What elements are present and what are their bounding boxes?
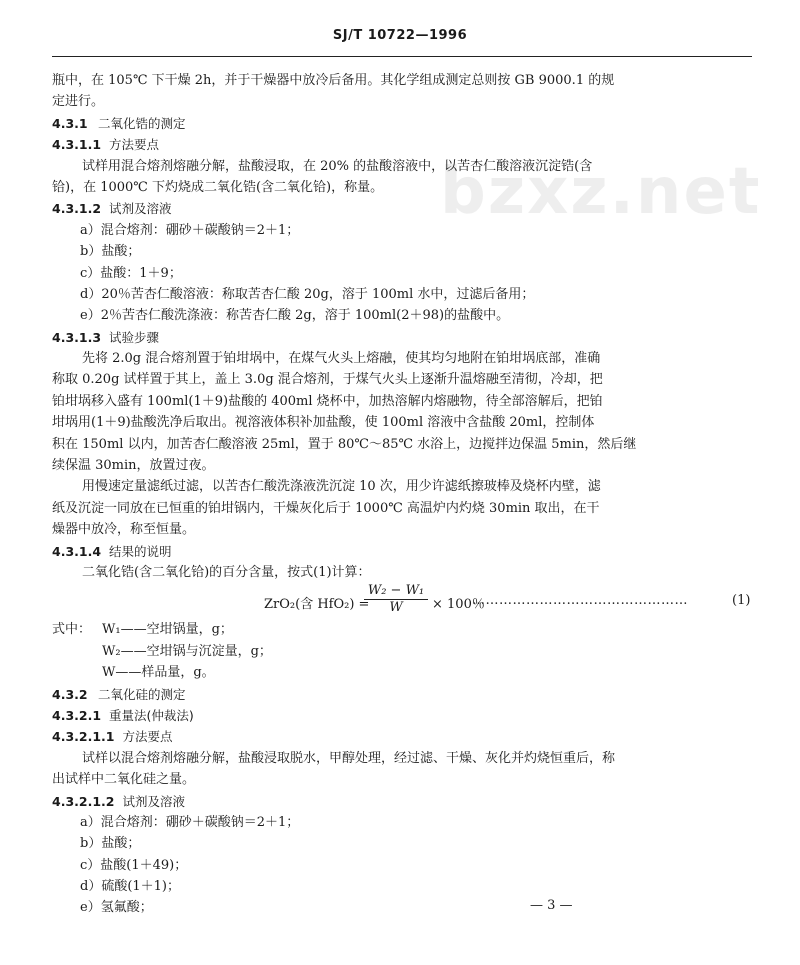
list-item: a）混合熔剂：硼砂＋碳酸钠＝2＋1； (80, 814, 300, 830)
paragraph-line: 二氧化锆(含二氧化铪)的百分含量，按式(1)计算： (82, 564, 371, 580)
paragraph-line: 续保温 30min，放置过夜。 (52, 458, 215, 474)
section-title: 重量法(仲裁法) (109, 707, 194, 723)
formula-rhs: × 100％ (432, 597, 485, 613)
section-title: 二氧化硅的测定 (98, 686, 186, 702)
list-item: d）硫酸(1＋1)； (80, 879, 181, 895)
header-rule (52, 56, 752, 57)
equation-number: (1) (732, 593, 751, 609)
paragraph-line: 铂坩埚移入盛有 100ml(1＋9)盐酸的 400ml 烧杯中，加热溶解内熔融物，待全部溶解后，把铂 (52, 393, 603, 409)
section-number: 4.3.1.4 (52, 543, 102, 559)
list-item: e）氢氟酸； (80, 900, 153, 916)
paragraph-line: 瓶中，在 105℃ 下干燥 2h，并于干燥器中放冷后备用。其化学组成测定总则按 GB 9000.1 的规 (52, 73, 615, 88)
section-title: 试剂及溶液 (122, 793, 185, 809)
variable-definition: W₁——空坩锅量，g； (102, 622, 233, 638)
section-title: 试剂及溶液 (109, 201, 172, 217)
section-heading-4-3-1-2 (52, 198, 752, 219)
paragraph-line: 积在 150ml 以内，加苦杏仁酸溶液 25ml，置于 80℃～85℃ 水浴上，边搅拌边保温 5min，然后继 (52, 436, 637, 452)
section-title: 结果的说明 (109, 543, 172, 559)
formula-numerator: W₂ − W₁ (364, 583, 428, 600)
page-number: — 3 — (530, 898, 573, 913)
where-clause (52, 619, 752, 640)
variable-definition: W₂——空坩锅与沉淀量，g； (102, 643, 272, 659)
page-header-standard-code: SJ/T 10722—1996 (332, 28, 468, 43)
paragraph-line: 燥器中放冷，称至恒量。 (52, 522, 196, 538)
paragraph-line: 定进行。 (52, 94, 105, 110)
section-number: 4.3.1 (52, 115, 88, 131)
section-number: 4.3.1.1 (52, 137, 102, 153)
formula-denominator: W (389, 600, 403, 616)
section-heading-4-3-2-1 (52, 705, 752, 726)
section-number: 4.3.2.1.2 (52, 793, 115, 809)
section-number: 4.3.1.3 (52, 329, 102, 345)
section-heading-4-3-2-1-1 (52, 726, 752, 747)
list-item: b）盐酸； (80, 836, 141, 852)
section-heading-4-3-2 (52, 684, 752, 705)
section-heading-4-3-1-1 (52, 134, 752, 155)
section-title: 试验步骤 (109, 329, 160, 345)
section-heading-4-3-1 (52, 113, 752, 134)
section-number: 4.3.1.2 (52, 201, 102, 217)
formula-1 (52, 583, 752, 619)
paragraph-line: 称取 0.20g 试样置于其上，盖上 3.0g 混合熔剂，于煤气火头上逐渐升温熔融至清彻，冷却，把 (52, 372, 603, 388)
section-number: 4.3.2 (52, 686, 88, 702)
paragraph-line: 纸及沉淀一同放在已恒重的铂坩锅内，干燥灰化后于 1000℃ 高温炉内灼烧 30min 取出，在干 (52, 500, 600, 516)
section-heading-4-3-1-4 (52, 541, 752, 562)
list-item: d）20％苦杏仁酸溶液：称取苦杏仁酸 20g，溶于 100ml 水中，过滤后备用； (80, 286, 535, 302)
paragraph-line: 铪)，在 1000℃ 下灼烧成二氧化锆(含二氧化铪)，称量。 (52, 179, 384, 195)
section-heading-4-3-1-3 (52, 327, 752, 348)
section-number: 4.3.2.1 (52, 707, 102, 723)
list-item: c）盐酸(1＋49)； (80, 857, 188, 873)
list-item: a）混合熔剂：硼砂＋碳酸钠＝2＋1； (80, 222, 300, 238)
section-title: 方法要点 (122, 729, 173, 745)
paragraph-line: 用慢速定量滤纸过滤，以苦杏仁酸洗涤液洗沉淀 10 次，用少许滤纸擦玻棒及烧杯内壁，滤 (82, 479, 601, 495)
paragraph-line: 试样以混合熔剂熔融分解，盐酸浸取脱水，甲醇处理，经过滤、干燥、灰化并灼烧恒重后，称 (82, 750, 616, 766)
paragraph-line: 坩埚用(1＋9)盐酸洗净后取出。视溶液体积补加盐酸，使 100ml 溶液中含盐酸 20ml，控制体 (52, 415, 595, 431)
paragraph-line: 出试样中二氧化硅之量。 (52, 772, 196, 788)
list-item: c）盐酸：1＋9； (80, 265, 182, 281)
formula-leader-dots: ………………………………………… (472, 593, 688, 609)
paragraph-line: 先将 2.0g 混合熔剂置于铂坩埚中，在煤气火头上熔融，使其均匀地附在铂坩埚底部，准确 (82, 351, 601, 367)
section-number: 4.3.2.1.1 (52, 729, 115, 745)
section-heading-4-3-2-1-2 (52, 791, 752, 812)
formula-lhs: ZrO₂(含 HfO₂) = (264, 597, 370, 613)
list-item: b）盐酸； (80, 244, 141, 260)
formula-fraction (364, 583, 428, 616)
paragraph-line: 试样用混合熔剂熔融分解，盐酸浸取，在 20% 的盐酸溶液中，以苦杏仁酸溶液沉淀锆(含 (82, 158, 593, 174)
section-title: 二氧化锆的测定 (98, 115, 186, 131)
watermark: bzxz.net (440, 155, 762, 229)
section-title: 方法要点 (109, 137, 160, 153)
document-body (52, 70, 752, 919)
list-item: e）2％苦杏仁酸洗涤液：称苦杏仁酸 2g，溶于 100ml(2＋98)的盐酸中。 (80, 308, 510, 324)
variable-definition: W——样品量，g。 (102, 665, 215, 681)
where-label: 式中： (52, 622, 92, 638)
